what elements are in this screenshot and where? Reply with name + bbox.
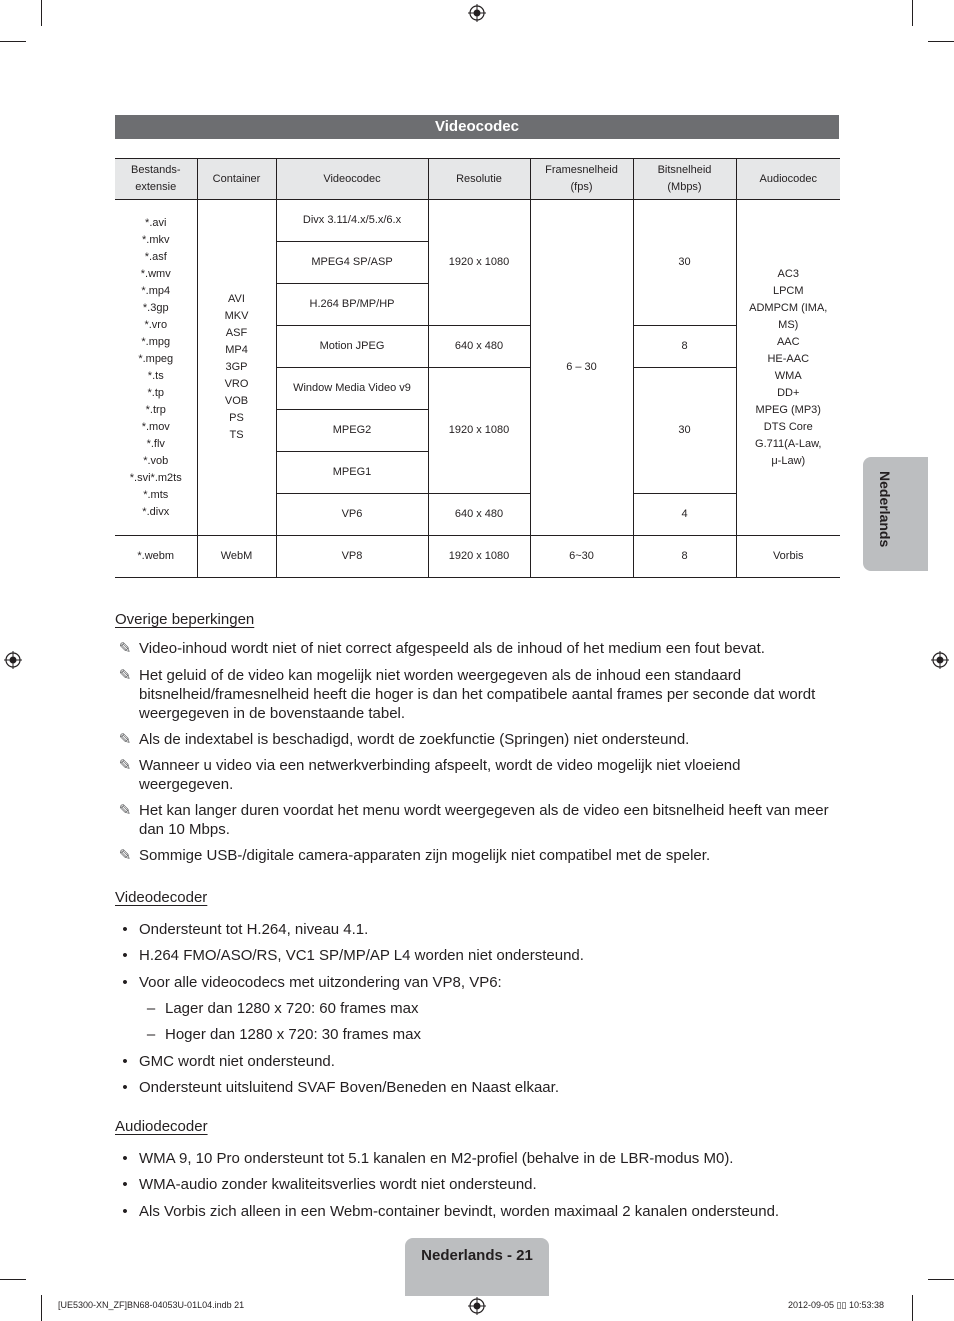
crop-mark <box>928 41 954 42</box>
footer-file: [UE5300-XN_ZF]BN68-04053U-01L04.indb 21 <box>58 1300 245 1310</box>
resolution-cell: 1920 x 1080 <box>428 368 530 494</box>
extensions-cell: *.avi *.mkv *.asf *.wmv *.mp4 *.3gp *.vro *.mpg *.mpeg *.ts *.tp *.trp *.mov *.flv *.vob *.svi*.m2ts *.mts *.divx <box>115 200 197 536</box>
containers-cell: WebM <box>197 536 276 578</box>
audiocodec-cell: AC3 LPCM ADMPCM (IMA, MS) AAC HE-AAC WMA DD+ MPEG (MP3) DTS Core G.711(A-Law, μ-Law) <box>736 200 840 536</box>
bullet-icon: • <box>122 947 128 964</box>
bitrate-cell: 8 <box>633 326 736 368</box>
note-icon: ✎ <box>118 757 132 774</box>
note-icon: ✎ <box>118 802 132 819</box>
codec-cell: MPEG1 <box>276 452 428 494</box>
page-number-tab <box>405 1238 549 1296</box>
note-icon: ✎ <box>118 731 132 748</box>
note-item: ✎ Video-inhoud wordt niet of niet correct afgespeeld als de inhoud of het medium een fout bevat. <box>139 639 829 658</box>
table-header: Videocodec <box>276 159 428 200</box>
crop-mark <box>0 1279 26 1280</box>
table-row <box>115 200 840 242</box>
footer-date: 2012-09-05 ▯▯ 10:53:38 <box>788 1300 884 1310</box>
resolution-cell: 640 x 480 <box>428 326 530 368</box>
note-item: ✎ Als de indextabel is beschadigd, wordt de zoekfunctie (Springen) niet ondersteund. <box>139 730 829 749</box>
bitrate-cell: 30 <box>633 200 736 326</box>
extensions-cell: *.webm <box>115 536 197 578</box>
codec-cell: MPEG2 <box>276 410 428 452</box>
crop-mark <box>41 1295 42 1321</box>
video-decoder-heading: Videodecoder <box>115 889 208 906</box>
crop-mark <box>912 1295 913 1321</box>
videocodec-table <box>115 158 840 578</box>
framerate-cell: 6~30 <box>530 536 633 578</box>
list-item: • Ondersteunt uitsluitend SVAF Boven/Beneden en Naast elkaar. <box>139 1078 829 1097</box>
sub-list-item: – Lager dan 1280 x 720: 60 frames max <box>165 999 825 1018</box>
codec-cell: Motion JPEG <box>276 326 428 368</box>
codec-cell: Divx 3.11/4.x/5.x/6.x <box>276 200 428 242</box>
note-item: ✎ Sommige USB-/digitale camera-apparaten zijn mogelijk niet compatibel met de speler. <box>139 846 829 865</box>
list-item: • WMA 9, 10 Pro ondersteunt tot 5.1 kanalen en M2-profiel (behalve in de LBR-modus M0). <box>139 1149 829 1168</box>
note-item: ✎ Wanneer u video via een netwerkverbinding afspeelt, wordt de video mogelijk niet vloeiend weergegeven. <box>139 756 829 794</box>
table-header: Bitsnelheid (Mbps) <box>633 159 736 200</box>
other-limits-heading: Overige beperkingen <box>115 611 255 628</box>
dash-icon: – <box>146 1000 156 1017</box>
resolution-cell: 1920 x 1080 <box>428 200 530 326</box>
table-header: Container <box>197 159 276 200</box>
codec-cell: VP6 <box>276 494 428 536</box>
registration-mark-icon <box>468 1297 486 1315</box>
bullet-icon: • <box>122 921 128 938</box>
list-item: • WMA-audio zonder kwaliteitsverlies wordt niet ondersteund. <box>139 1175 829 1194</box>
language-side-tab-label: Nederlands <box>877 471 893 548</box>
resolution-cell: 640 x 480 <box>428 494 530 536</box>
bullet-icon: • <box>122 1079 128 1096</box>
table-header: Resolutie <box>428 159 530 200</box>
codec-cell: H.264 BP/MP/HP <box>276 284 428 326</box>
bullet-icon: • <box>122 1176 128 1193</box>
language-side-tab <box>863 457 928 571</box>
page-number: Nederlands - 21 <box>421 1247 533 1264</box>
crop-mark <box>0 41 26 42</box>
resolution-cell: 1920 x 1080 <box>428 536 530 578</box>
registration-mark-icon <box>468 4 486 22</box>
list-item: • Als Vorbis zich alleen in een Webm-container bevindt, worden maximaal 2 kanalen ondersteund. <box>139 1202 829 1221</box>
list-item: • Voor alle videocodecs met uitzondering van VP8, VP6: <box>139 973 829 992</box>
section-title: Videocodec <box>115 115 839 139</box>
registration-mark-icon <box>931 651 949 669</box>
table-header: Audiocodec <box>736 159 840 200</box>
codec-cell: VP8 <box>276 536 428 578</box>
bullet-icon: • <box>122 974 128 991</box>
table-row <box>115 536 840 578</box>
note-icon: ✎ <box>118 640 132 657</box>
table-header: Framesnelheid (fps) <box>530 159 633 200</box>
containers-cell: AVI MKV ASF MP4 3GP VRO VOB PS TS <box>197 200 276 536</box>
registration-mark-icon <box>4 651 22 669</box>
bullet-icon: • <box>122 1053 128 1070</box>
note-item: ✎ Het kan langer duren voordat het menu wordt weergegeven als de video een bitsnelheid heeft van meer dan 10 Mbps. <box>139 801 829 839</box>
note-item: ✎ Het geluid of de video kan mogelijk niet worden weergegeven als de inhoud een standaard bitsnelheid/framesnelheid heeft die hoger is dan het compatibele aantal frames per seconde dat wordt weergegeven in de bovenstaande tabel. <box>139 666 829 723</box>
table-header: Bestands- extensie <box>115 159 197 200</box>
dash-icon: – <box>146 1026 156 1043</box>
note-icon: ✎ <box>118 667 132 684</box>
framerate-cell: 6 – 30 <box>530 200 633 536</box>
codec-cell: MPEG4 SP/ASP <box>276 242 428 284</box>
bullet-icon: • <box>122 1150 128 1167</box>
list-item: • H.264 FMO/ASO/RS, VC1 SP/MP/AP L4 worden niet ondersteund. <box>139 946 829 965</box>
list-item: • GMC wordt niet ondersteund. <box>139 1052 829 1071</box>
sub-list-item: – Hoger dan 1280 x 720: 30 frames max <box>165 1025 825 1044</box>
crop-mark <box>41 0 42 26</box>
bullet-icon: • <box>122 1203 128 1220</box>
bitrate-cell: 30 <box>633 368 736 494</box>
codec-cell: Window Media Video v9 <box>276 368 428 410</box>
list-item: • Ondersteunt tot H.264, niveau 4.1. <box>139 920 829 939</box>
bitrate-cell: 4 <box>633 494 736 536</box>
crop-mark <box>928 1279 954 1280</box>
audio-decoder-heading: Audiodecoder <box>115 1118 208 1135</box>
audiocodec-cell: Vorbis <box>736 536 840 578</box>
crop-mark <box>912 0 913 26</box>
table-header-row <box>115 159 840 200</box>
bitrate-cell: 8 <box>633 536 736 578</box>
note-icon: ✎ <box>118 847 132 864</box>
